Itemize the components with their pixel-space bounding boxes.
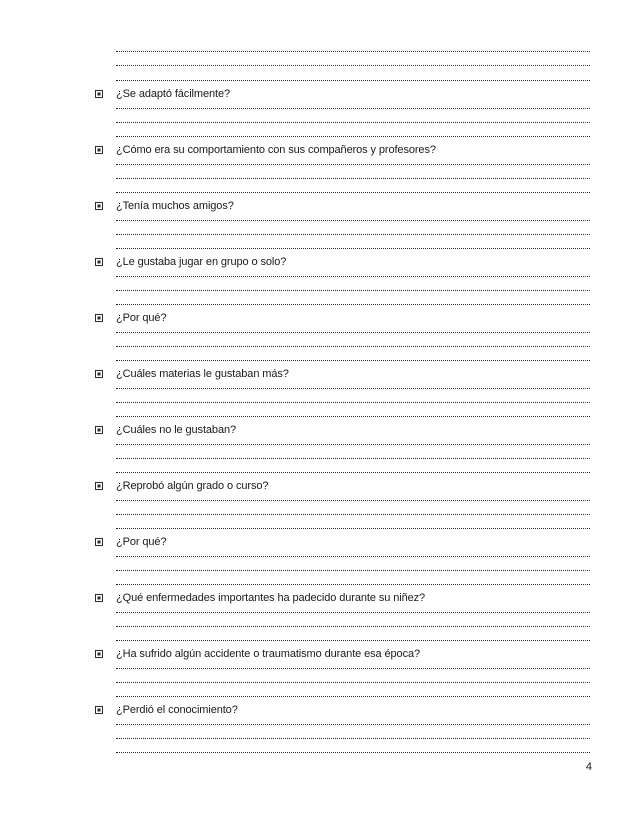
answer-line [116, 136, 590, 137]
answer-line [116, 570, 590, 571]
answer-line [116, 80, 590, 81]
question-item [95, 701, 595, 719]
question-text: ¿Ha sufrido algún accidente o traumatismo durante esa época? [116, 648, 421, 660]
question-text: ¿Cuáles materias le gustaban más? [116, 368, 289, 380]
question-text: ¿Se adaptó fácilmente? [116, 88, 230, 100]
question-item [95, 477, 595, 495]
answer-line [116, 332, 590, 333]
question-item [95, 197, 595, 215]
answer-line [116, 416, 590, 417]
answer-line [116, 346, 590, 347]
answer-line [116, 65, 590, 66]
answer-line [116, 500, 590, 501]
answer-line [116, 696, 590, 697]
page-number: 4 [585, 761, 592, 773]
question-text: ¿Por qué? [116, 312, 167, 324]
answer-line [116, 752, 590, 753]
question-item [95, 309, 595, 327]
answer-line [116, 458, 590, 459]
question-text: ¿Por qué? [116, 536, 167, 548]
square-bullet-icon [95, 426, 103, 434]
question-item [95, 533, 595, 551]
square-bullet-icon [95, 538, 103, 546]
question-item [95, 85, 595, 103]
answer-line [116, 108, 590, 109]
square-bullet-icon [95, 650, 103, 658]
answer-line [116, 682, 590, 683]
question-text: ¿Perdió el conocimiento? [116, 704, 238, 716]
question-text: ¿Reprobó algún grado o curso? [116, 480, 269, 492]
answer-line [116, 724, 590, 725]
question-text: ¿Le gustaba jugar en grupo o solo? [116, 256, 287, 268]
answer-line [116, 514, 590, 515]
question-text: ¿Qué enfermedades importantes ha padecido durante su niñez? [116, 592, 426, 604]
question-text: ¿Cuáles no le gustaban? [116, 424, 237, 436]
square-bullet-icon [95, 482, 103, 490]
question-item [95, 253, 595, 271]
answer-line [116, 360, 590, 361]
square-bullet-icon [95, 706, 103, 714]
question-text: ¿Tenía muchos amigos? [116, 200, 234, 212]
answer-line [116, 178, 590, 179]
answer-line [116, 738, 590, 739]
answer-line [116, 122, 590, 123]
answer-line [116, 51, 590, 52]
square-bullet-icon [95, 90, 103, 98]
answer-line [116, 612, 590, 613]
question-item [95, 589, 595, 607]
answer-line [116, 164, 590, 165]
answer-line [116, 640, 590, 641]
square-bullet-icon [95, 370, 103, 378]
square-bullet-icon [95, 202, 103, 210]
answer-line [116, 220, 590, 221]
square-bullet-icon [95, 146, 103, 154]
answer-line [116, 528, 590, 529]
question-item [95, 365, 595, 383]
square-bullet-icon [95, 594, 103, 602]
answer-line [116, 234, 590, 235]
answer-line [116, 248, 590, 249]
answer-line [116, 290, 590, 291]
answer-line [116, 584, 590, 585]
answer-line [116, 402, 590, 403]
answer-line [116, 276, 590, 277]
answer-line [116, 192, 590, 193]
square-bullet-icon [95, 258, 103, 266]
question-item [95, 645, 595, 663]
answer-line [116, 388, 590, 389]
answer-line [116, 472, 590, 473]
answer-line [116, 444, 590, 445]
question-item [95, 421, 595, 439]
question-item [95, 141, 595, 159]
answer-line [116, 304, 590, 305]
answer-line [116, 626, 590, 627]
answer-line [116, 668, 590, 669]
square-bullet-icon [95, 314, 103, 322]
answer-line [116, 556, 590, 557]
question-text: ¿Cómo era su comportamiento con sus compañeros y profesores? [116, 144, 436, 156]
